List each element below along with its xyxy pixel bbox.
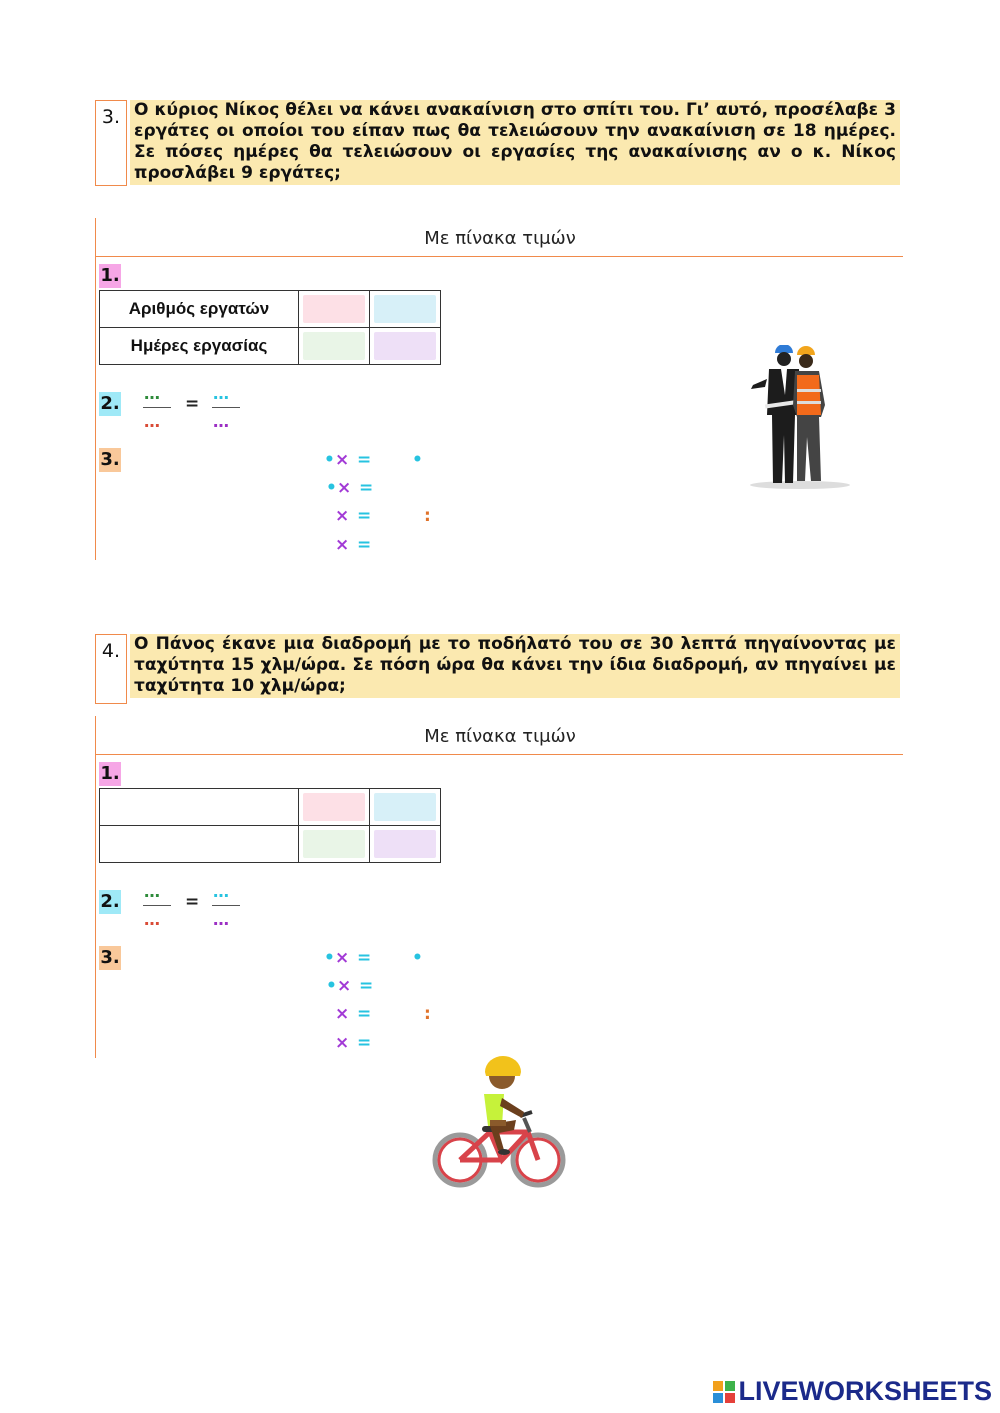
cell-workers-2[interactable]: [370, 291, 441, 328]
equals-sign: =: [185, 394, 200, 414]
problem-4-subtitle: Με πίνακα τιμών: [424, 726, 576, 747]
row-label-workers: Αριθμός εργατών: [100, 291, 299, 328]
bullet: •: [326, 976, 337, 996]
section-border-left: [95, 218, 96, 560]
equals-sign: =: [357, 450, 372, 470]
step-2-label: 2.: [100, 393, 120, 414]
cyclist-illustration: [432, 1046, 566, 1190]
section-divider: [95, 754, 903, 755]
logo-text: LIVEWORKSHEETS: [738, 1376, 992, 1406]
cell-days-1[interactable]: [299, 328, 370, 365]
step-1-label: 1.: [100, 763, 120, 784]
workers-illustration: [745, 345, 855, 490]
problem-3-number: 3.: [95, 100, 127, 186]
colon-sign: :: [424, 1004, 431, 1024]
cell-time-2[interactable]: [370, 826, 441, 863]
logo-icon: [713, 1381, 735, 1403]
equals-sign: =: [359, 478, 374, 498]
fraction-2-denominator[interactable]: …: [213, 412, 230, 431]
step-2-label: 2.: [100, 891, 120, 912]
equals-sign: =: [357, 506, 372, 526]
equals-sign: =: [357, 948, 372, 968]
times-sign: ×: [337, 976, 352, 996]
cell-days-2[interactable]: [370, 328, 441, 365]
cell-workers-1[interactable]: [299, 291, 370, 328]
equals-sign: =: [357, 1033, 372, 1053]
step-3-label: 3.: [100, 449, 120, 470]
row-label-time[interactable]: [100, 826, 299, 863]
problem-4-text: Ο Πάνος έκανε μια διαδρομή με το ποδήλατό του σε 30 λεπτά πηγαίνοντας με ταχύτητα 15 χλμ/ώρα. Σε πόση ώρα θα κάνει την ίδια διαδρομή, αν πηγαίνει με ταχύτητα 10 χλμ/ώρα;: [130, 634, 900, 698]
fraction-1-numerator[interactable]: …: [144, 882, 161, 901]
equals-sign: =: [185, 892, 200, 912]
times-sign: ×: [335, 1004, 350, 1024]
problem-3-subtitle: Με πίνακα τιμών: [424, 228, 576, 249]
problem-4-number: 4.: [95, 634, 127, 704]
fraction-1-denominator[interactable]: …: [144, 412, 161, 431]
fraction-2-bar: [212, 407, 240, 408]
bullet: •: [324, 450, 335, 470]
fraction-2-bar: [212, 905, 240, 906]
colon-sign: :: [424, 506, 431, 526]
times-sign: ×: [335, 506, 350, 526]
fraction-2-numerator[interactable]: …: [213, 384, 230, 403]
fraction-2-numerator[interactable]: …: [213, 882, 230, 901]
times-sign: ×: [335, 1033, 350, 1053]
problem-3-text: Ο κύριος Νίκος θέλει να κάνει ανακαίνιση στο σπίτι του. Γι’ αυτό, προσέλαβε 3 εργάτες οι οποίοι του είπαν πως θα τελειώσουν την ανακαίνιση σε 18 ημέρες. Σε πόσες ημέρες θα τελειώσουν οι εργασίες της ανακαίνισης αν ο κ. Νίκος προσλάβει 9 εργάτες;: [130, 100, 900, 185]
fraction-1-denominator[interactable]: …: [144, 910, 161, 929]
row-label-days: Ημέρες εργασίας: [100, 328, 299, 365]
times-sign: ×: [335, 450, 350, 470]
section-border-left: [95, 716, 96, 1058]
bullet: •: [412, 450, 423, 470]
bullet: •: [412, 948, 423, 968]
bullet: •: [326, 478, 337, 498]
equals-sign: =: [357, 1004, 372, 1024]
times-sign: ×: [335, 535, 350, 555]
liveworksheets-logo: [713, 1376, 992, 1407]
fraction-1-numerator[interactable]: …: [144, 384, 161, 403]
fraction-1-bar: [143, 407, 171, 408]
step-1-label: 1.: [100, 265, 120, 286]
times-sign: ×: [337, 478, 352, 498]
cell-speed-2[interactable]: [370, 789, 441, 826]
value-table: [99, 788, 441, 863]
equals-sign: =: [357, 535, 372, 555]
value-table: [99, 290, 441, 365]
cell-speed-1[interactable]: [299, 789, 370, 826]
fraction-2-denominator[interactable]: …: [213, 910, 230, 929]
fraction-1-bar: [143, 905, 171, 906]
step-3-label: 3.: [100, 947, 120, 968]
equals-sign: =: [359, 976, 374, 996]
times-sign: ×: [335, 948, 350, 968]
bullet: •: [324, 948, 335, 968]
row-label-speed[interactable]: [100, 789, 299, 826]
section-divider: [95, 256, 903, 257]
cell-time-1[interactable]: [299, 826, 370, 863]
